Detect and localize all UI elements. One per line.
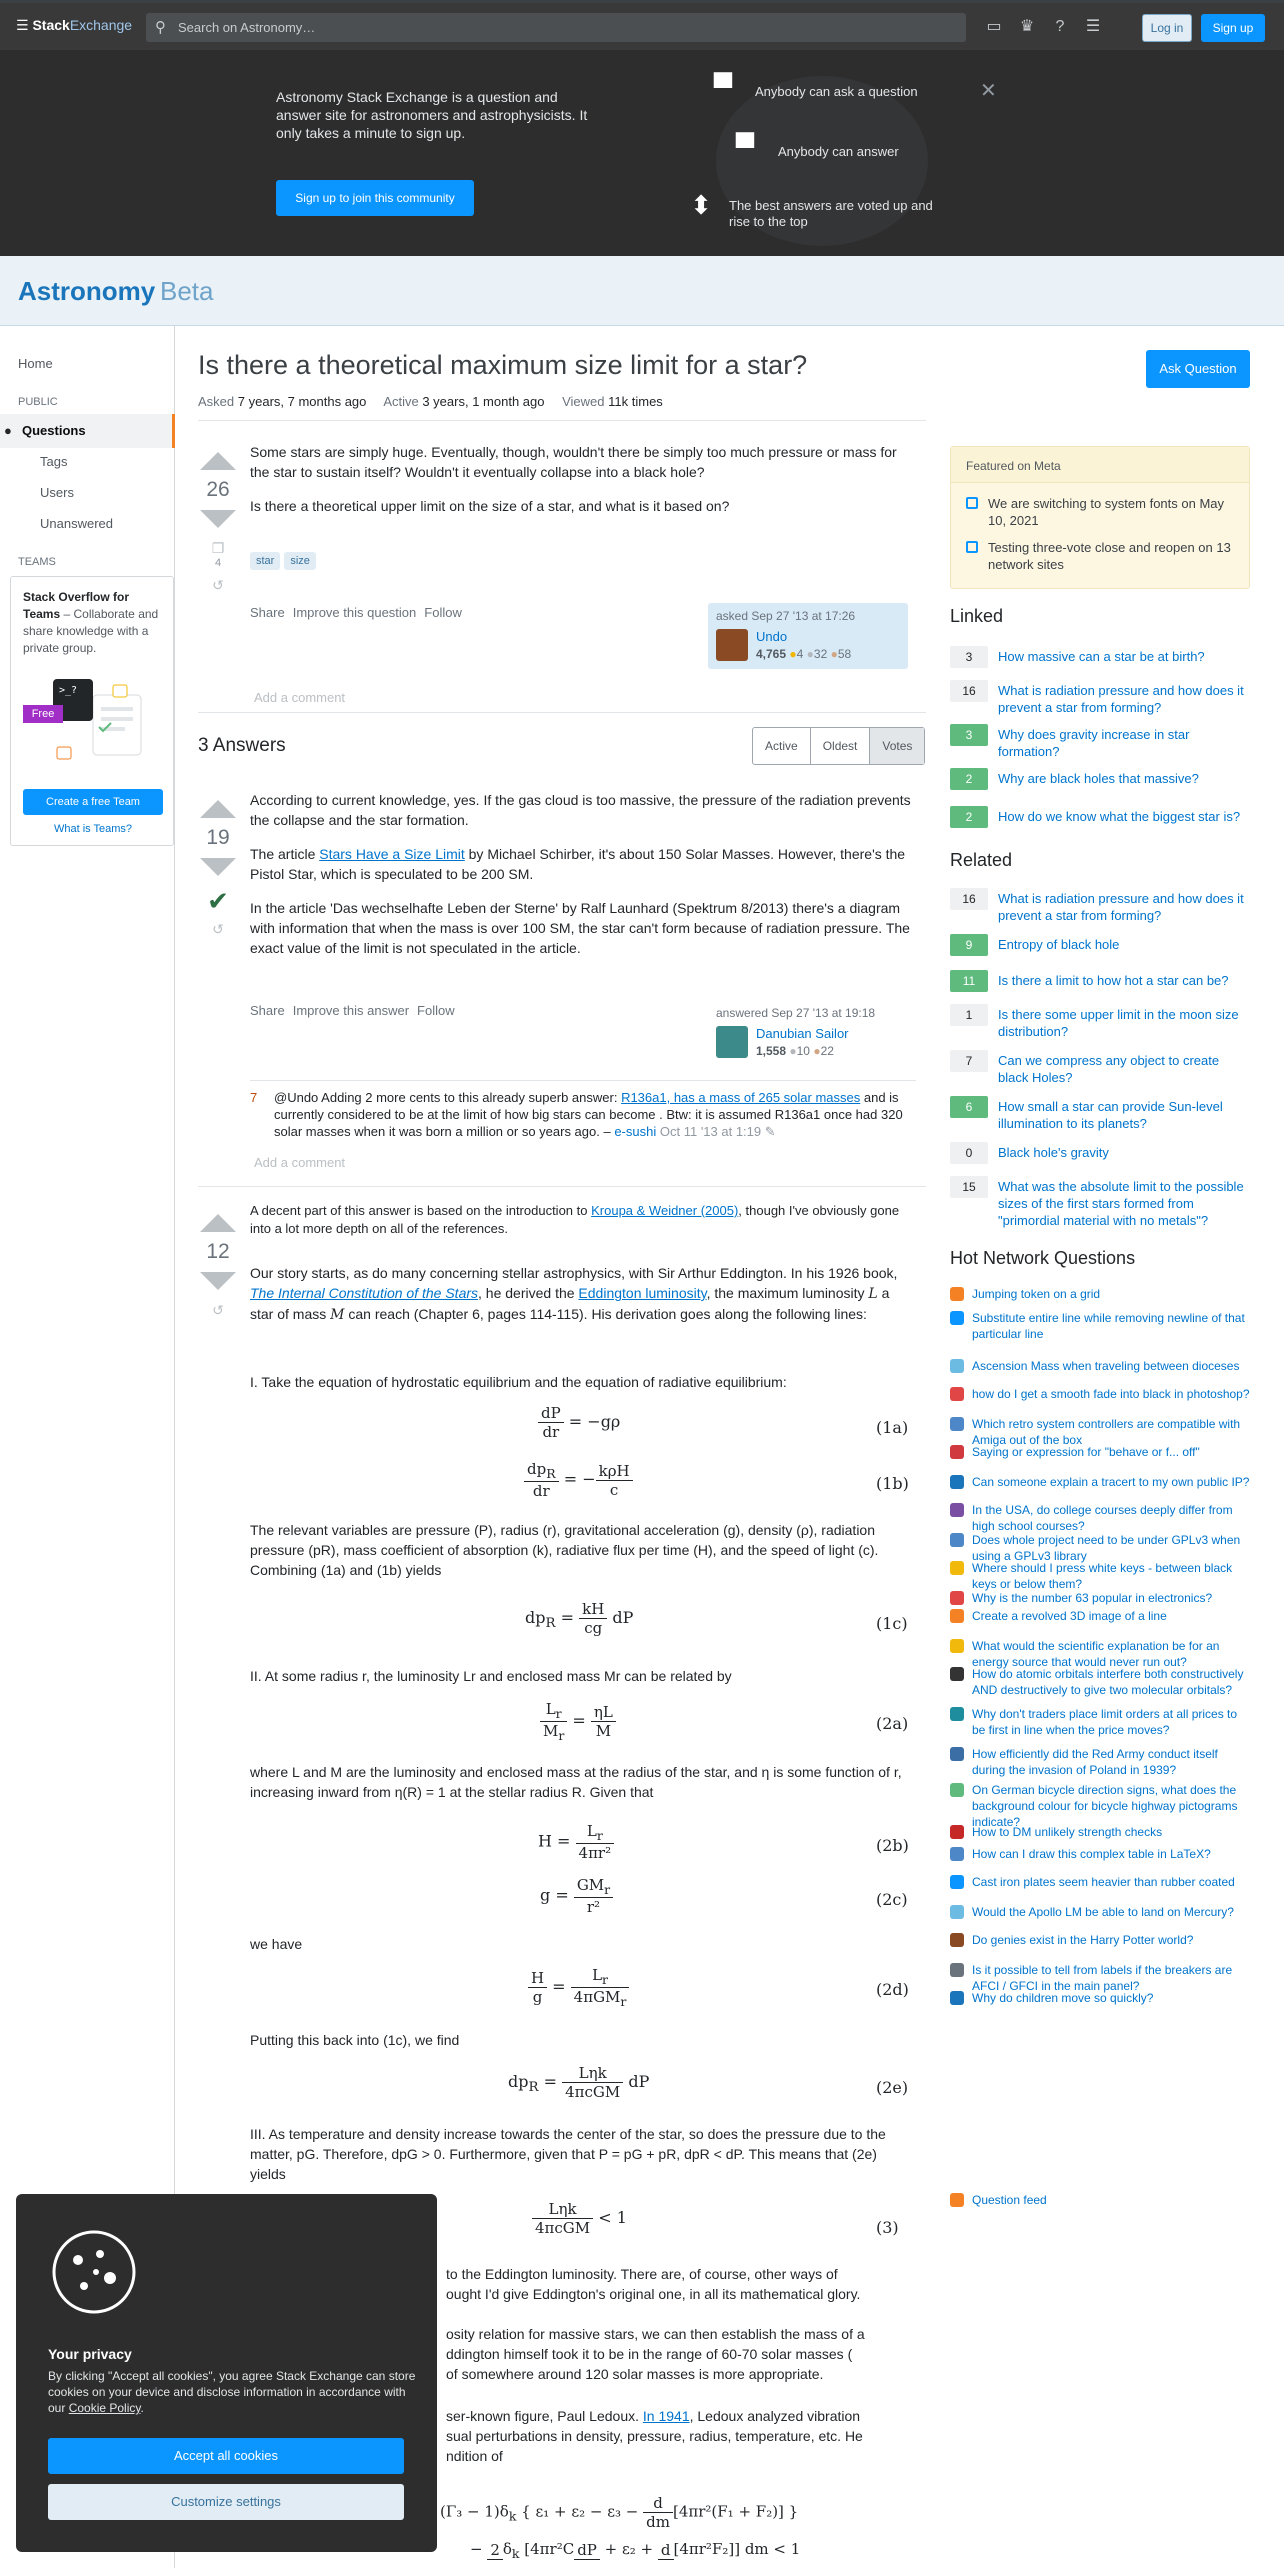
answer1-body: According to current knowledge, yes. If the gas cloud is too massive, the pressure of the radiation prevents the collapse and the star formation. The article Stars Have a Size Limit by Michael Schirber, it's about 150 Solar Masses. However, there's the Pistol Star, which is speculated to be 200 SM. In the article 'Das wechselhafte Leben der Sterne' by Ralf Launhard (Spektrum 8/2013) there's a diagram with information that when the mass is over 100 SM, the star can't form because of radiation pressure. The exact value of the limit is not speculated in the article. bbox=[250, 792, 911, 956]
stars-size-limit-link[interactable]: Stars Have a Size Limit bbox=[319, 846, 465, 862]
meta-title: Featured on Meta bbox=[951, 447, 1249, 483]
eq-label-2d: (2d) bbox=[876, 1980, 909, 1999]
cookie-policy-link[interactable]: Cookie Policy bbox=[68, 2401, 141, 2415]
related-link[interactable]: Can we compress any object to create black Holes? bbox=[998, 1053, 1220, 1085]
site-icon bbox=[950, 1639, 964, 1653]
upvote-button[interactable] bbox=[200, 1214, 236, 1232]
bookmark-icon[interactable]: ❐ bbox=[211, 540, 225, 556]
hnq-link[interactable]: Would the Apollo LM be able to land on Mercury? bbox=[972, 1905, 1234, 1919]
nav-section-public: PUBLIC bbox=[18, 396, 58, 408]
eq-label-2c: (2c) bbox=[876, 1890, 908, 1909]
answer-sort bbox=[752, 727, 925, 765]
bookmark-count: 4 bbox=[214, 557, 222, 569]
hnq-link[interactable]: Do genies exist in the Harry Potter world? bbox=[972, 1933, 1194, 1947]
feature-vote: The best answers are voted up and rise to the top bbox=[729, 198, 933, 229]
eq-label-2e: (2e) bbox=[876, 2078, 909, 2097]
site-icon bbox=[950, 1417, 964, 1431]
hnq-link[interactable]: Why don't traders place limit orders at all prices to be first in line when the price moves? bbox=[972, 1707, 1238, 1737]
follow-link[interactable]: Follow bbox=[424, 605, 462, 620]
score-badge: 16 bbox=[950, 680, 988, 702]
upvote-button[interactable] bbox=[200, 800, 236, 818]
featured-on-meta bbox=[950, 446, 1250, 589]
downvote-button[interactable] bbox=[200, 510, 236, 528]
what-is-teams-link[interactable]: What is Teams? bbox=[53, 823, 133, 835]
asker-card: asked Sep 27 '13 at 17:26 Undo 4,765 ●4 ●32 ●58 bbox=[708, 603, 908, 669]
history-icon[interactable]: ↺ bbox=[212, 577, 224, 593]
search-icon: ⚲ bbox=[155, 19, 166, 36]
site-name[interactable]: Astronomy bbox=[18, 276, 156, 306]
site-icon bbox=[950, 1311, 964, 1325]
meta-post-icon bbox=[966, 497, 978, 509]
question-actions bbox=[250, 605, 470, 620]
rss-icon bbox=[950, 2193, 964, 2207]
site-icon bbox=[950, 1783, 964, 1797]
hnq-link[interactable]: Substitute entire line while removing newline of that particular line bbox=[972, 1311, 1245, 1341]
related-link[interactable]: Entropy of black hole bbox=[998, 937, 1120, 952]
answerer-rep: 1,558 ●10 ●22 bbox=[756, 1044, 834, 1058]
meta-item[interactable]: We are switching to system fonts on May 10, 2021 bbox=[966, 495, 1241, 529]
equation-2a: $\frac{L_r}{M_r}$ = $\frac{\eta L}{M}$ bbox=[540, 1700, 616, 1743]
avatar[interactable] bbox=[716, 629, 748, 661]
question-title[interactable]: Is there a theoretical maximum size limit for a star? bbox=[198, 350, 808, 380]
score-badge: 3 bbox=[950, 724, 988, 746]
eq-label-2a: (2a) bbox=[876, 1714, 909, 1733]
answer2-note: A decent part of this answer is based on the introduction to Kroupa & Weidner (2005), though I've obviously gone into a lot more depth on all of the references. bbox=[250, 1203, 900, 1236]
related-link[interactable]: Is there a limit to how hot a star can be? bbox=[998, 973, 1229, 988]
search-input[interactable]: ⚲ Search on Astronomy… bbox=[146, 13, 966, 42]
signup-button[interactable]: Sign up bbox=[1201, 14, 1265, 42]
teams-text: Stack Overflow for Teams – Collaborate and share knowledge with a private group. bbox=[23, 590, 159, 655]
site-icon bbox=[950, 1933, 964, 1947]
hnq-link[interactable]: Saying or expression for "behave or f... off" bbox=[972, 1445, 1200, 1459]
related-link[interactable]: What is radiation pressure and how does it prevent a star from forming? bbox=[998, 891, 1244, 923]
site-icon bbox=[950, 1561, 964, 1575]
share-link[interactable]: Share bbox=[250, 1003, 285, 1018]
vote-count: 19 bbox=[206, 826, 230, 849]
answers-count: 3 Answers bbox=[198, 735, 286, 756]
hnq-link[interactable]: Why do children move so quickly? bbox=[972, 1991, 1154, 2005]
vote-arrows-icon: ⬍ bbox=[690, 190, 712, 220]
step-two: II. At some radius r, the luminosity Lr and enclosed mass Mr can be related by bbox=[250, 1668, 732, 1684]
site-icon bbox=[950, 1825, 964, 1839]
improve-link[interactable]: Improve this question bbox=[292, 605, 417, 620]
upvote-button[interactable] bbox=[200, 452, 236, 470]
step-three: III. As temperature and density increase towards the center of the star, so does the pressure due to the matter, pG. Therefore, dpG > 0. Furthermore, given that P = pG + pR, dpR < dP. This means that (2e) yields bbox=[250, 2126, 886, 2182]
question-tags bbox=[250, 552, 320, 570]
eq-label-3: (3) bbox=[876, 2218, 899, 2237]
site-icon bbox=[950, 1387, 964, 1401]
eq-label-1b: (1b) bbox=[876, 1474, 909, 1493]
question-vote bbox=[198, 452, 238, 594]
comment-score: 7 bbox=[250, 1090, 258, 1105]
answerer-name[interactable]: Danubian Sailor bbox=[756, 1026, 849, 1041]
hnq-link[interactable]: Is it possible to tell from labels if the breakers are AFCI / GFCI in the main panel? bbox=[972, 1963, 1233, 1993]
step-one: I. Take the equation of hydrostatic equilibrium and the equation of radiative equilibrium: bbox=[250, 1374, 787, 1390]
sort-oldest[interactable]: Oldest bbox=[811, 728, 871, 764]
site-icon bbox=[950, 1359, 964, 1373]
nav-tags[interactable]: Tags bbox=[40, 454, 68, 469]
equation-2b: H = $\frac{L_r}{\text{4πr²}}$ bbox=[538, 1822, 614, 1862]
related-link[interactable]: Is there some upper limit in the moon size distribution? bbox=[998, 1007, 1239, 1039]
hnq-link[interactable]: Create a revolved 3D image of a line bbox=[972, 1609, 1167, 1623]
score-badge: 2 bbox=[950, 768, 988, 790]
site-header bbox=[0, 256, 1284, 326]
linked-link[interactable]: Why are black holes that massive? bbox=[998, 771, 1199, 786]
answer1-actions bbox=[250, 1003, 463, 1018]
comment: 7 @Undo Adding 2 more cents to this already superb answer: R136a1, has a mass of 265 solar masses and is currently considered to be at the limit of how big stars can become . Btw: it is assumed R136a1 once had 320 solar masses when it was born a million or so years ago. – e-sushi Oct 11 '13 at 1:19 ✎ bbox=[250, 1080, 916, 1140]
hnq-link[interactable]: Can someone explain a tracert to my own public IP? bbox=[972, 1475, 1250, 1489]
feature-ask: Anybody can ask a question bbox=[755, 84, 918, 99]
internal-constitution-link[interactable]: The Internal Constitution of the Stars bbox=[250, 1285, 479, 1301]
inbox-icon[interactable]: ▭ bbox=[986, 18, 1002, 35]
meta-post-icon bbox=[966, 541, 978, 553]
hnq-link[interactable]: Which retro system controllers are compatible with Amiga out of the box bbox=[972, 1417, 1241, 1447]
sort-active[interactable]: Active bbox=[753, 728, 811, 764]
hnq-link[interactable]: How can I draw this complex table in LaTeX? bbox=[972, 1847, 1211, 1861]
avatar[interactable] bbox=[716, 1026, 748, 1058]
speech-bubble-icon: ▀ bbox=[713, 72, 733, 102]
answer2-variables: The relevant variables are pressure (P), radius (r), gravitational acceleration (g), density (ρ), radiation pressure (pR), mass coefficient of absorption (k), radiative flux per time (H), and the speed of light (c). Combining (1a) and (1b) yields bbox=[250, 1522, 879, 1578]
top-bar bbox=[0, 0, 1284, 50]
edit-icon[interactable]: ✎ bbox=[764, 1124, 776, 1139]
answer1-vote bbox=[198, 800, 238, 938]
history-icon[interactable]: ↺ bbox=[212, 921, 224, 937]
downvote-button[interactable] bbox=[200, 858, 236, 876]
hnq-link[interactable]: Where should I press white keys - between black keys or below them? bbox=[972, 1561, 1233, 1591]
hnq-title: Hot Network Questions bbox=[950, 1248, 1136, 1268]
site-icon bbox=[950, 1991, 964, 2005]
ledoux-1941-link[interactable]: In 1941 bbox=[642, 2408, 690, 2424]
cookie-consent bbox=[16, 2194, 437, 2552]
feature-answer: Anybody can answer bbox=[778, 144, 899, 159]
downvote-button[interactable] bbox=[200, 1272, 236, 1290]
linked-title: Linked bbox=[950, 606, 1004, 626]
eq-label-1c: (1c) bbox=[876, 1614, 908, 1633]
linked-link[interactable]: What is radiation pressure and how does it prevent a star from forming? bbox=[998, 683, 1244, 715]
site-icon bbox=[950, 1287, 964, 1301]
nav-unanswered[interactable]: Unanswered bbox=[40, 516, 113, 531]
hnq-link[interactable]: How efficiently did the Red Army conduct itself during the invasion of Poland in 1939? bbox=[972, 1747, 1218, 1777]
site-icon bbox=[950, 1847, 964, 1861]
linked-link[interactable]: Why does gravity increase in star formation? bbox=[998, 727, 1190, 759]
eddington-luminosity-link[interactable]: Eddington luminosity bbox=[578, 1285, 707, 1301]
score-badge: 1 bbox=[950, 1004, 988, 1026]
create-team-button[interactable]: Create a free Team bbox=[23, 789, 163, 815]
score-badge: 6 bbox=[950, 1096, 988, 1118]
stackexchange-logo[interactable]: ☰ StackExchange bbox=[16, 17, 133, 33]
related-title: Related bbox=[950, 850, 1013, 870]
tag-star[interactable]: star bbox=[250, 552, 280, 570]
hnq-link[interactable]: Jumping token on a grid bbox=[972, 1287, 1101, 1301]
divider bbox=[198, 712, 926, 713]
improve-link[interactable]: Improve this answer bbox=[292, 1003, 410, 1018]
asker-name[interactable]: Undo bbox=[756, 629, 788, 644]
score-badge: 9 bbox=[950, 934, 988, 956]
vote-count: 26 bbox=[206, 478, 230, 501]
hnq-link[interactable]: How to DM unlikely strength checks bbox=[972, 1825, 1163, 1839]
nav-users[interactable]: Users bbox=[40, 485, 74, 500]
globe-icon: ● bbox=[4, 423, 12, 438]
nav-questions[interactable]: ● Questions bbox=[0, 414, 175, 448]
answer-bubble-icon: ▀ bbox=[735, 132, 755, 162]
site-icon bbox=[950, 1591, 964, 1605]
asker-rep: 4,765 ●4 ●32 ●58 bbox=[756, 647, 852, 661]
free-badge: Free bbox=[23, 705, 63, 723]
share-link[interactable]: Share bbox=[250, 605, 285, 620]
divider bbox=[198, 1186, 926, 1187]
site-icon bbox=[950, 1667, 964, 1681]
kroupa-link[interactable]: Kroupa & Weidner (2005) bbox=[591, 1203, 739, 1218]
answer2-intro: Our story starts, as do many concerning stellar astrophysics, with Sir Arthur Eddington. In his 1926 book, The Internal Constitution of the Stars, he derived the Eddington luminosity, the maximum luminosity L a star of mass M can reach (Chapter 6, pages 114-115). His derivation goes along the following lines: bbox=[250, 1265, 898, 1323]
answer2-putting: Putting this back into (1c), we find bbox=[250, 2032, 460, 2048]
equation-1b: $\frac{dp_R}{dr}$ = − $\frac{\text{kρH}}{c}$ bbox=[524, 1460, 633, 1500]
linked-link[interactable]: How massive can a star be at birth? bbox=[998, 649, 1205, 664]
answer2-vote bbox=[198, 1214, 238, 1319]
nav-section-teams: TEAMS bbox=[18, 556, 56, 568]
linked-link[interactable]: How do we know what the biggest star is? bbox=[998, 809, 1241, 824]
equation-2d: $\frac{H}{g}$ = $\frac{L_r}{4\pi GM_r}$ bbox=[528, 1966, 629, 2009]
hnq-link[interactable]: how do I get a smooth fade into black in photoshop? bbox=[972, 1387, 1250, 1401]
equation-3: $\frac{\text{Lηk}}{\text{4πcGM}}$ < 1 bbox=[532, 2200, 627, 2237]
answer2-we-have: we have bbox=[250, 1936, 303, 1952]
hnq-link[interactable]: What would the scientific explanation be for an energy source that would never run out? bbox=[972, 1639, 1220, 1669]
score-badge: 16 bbox=[950, 888, 988, 910]
join-community-button[interactable]: Sign up to join this community bbox=[276, 180, 474, 216]
site-icon bbox=[950, 1747, 964, 1761]
score-badge: 3 bbox=[950, 646, 988, 668]
tag-size[interactable]: size bbox=[284, 552, 316, 570]
login-button[interactable]: Log in bbox=[1142, 14, 1192, 42]
accept-cookies-button[interactable]: Accept all cookies bbox=[48, 2438, 404, 2474]
site-icon bbox=[950, 1533, 964, 1547]
hnq-link[interactable]: Cast iron plates seem heavier than rubber coated bbox=[972, 1875, 1235, 1889]
equation-2c: g = $\frac{GM_r}{\text{r²}}$ bbox=[540, 1876, 613, 1916]
related-link[interactable]: Black hole's gravity bbox=[998, 1145, 1109, 1160]
trophy-icon[interactable]: ♛ bbox=[1019, 18, 1035, 35]
hnq-link[interactable]: How do atomic orbitals interfere both constructively AND destructively to give two molecular orbitals? bbox=[972, 1667, 1244, 1697]
hnq-link[interactable]: In the USA, do college courses deeply differ from high school courses? bbox=[972, 1503, 1233, 1533]
equation-2e: $dp_R$ = $\frac{\text{Lηk}}{\text{4πcGM}}$ dP bbox=[508, 2064, 650, 2101]
vote-count: 12 bbox=[206, 1240, 230, 1263]
r136a1-link[interactable]: R136a1, has a mass of 265 solar masses bbox=[621, 1090, 861, 1105]
site-icon bbox=[950, 1475, 964, 1489]
help-icon[interactable]: ? bbox=[1055, 18, 1065, 35]
score-badge: 0 bbox=[950, 1142, 988, 1164]
site-icon bbox=[950, 1445, 964, 1459]
score-badge: 2 bbox=[950, 806, 988, 828]
answer2-partial-1: to the Eddington luminosity. There are, of course, other ways of ought I'd give Eddington's original one, in all its mathematical glory. bbox=[446, 2266, 861, 2302]
site-switcher-icon[interactable]: ☰ bbox=[1085, 18, 1101, 35]
add-comment-link[interactable]: Add a comment bbox=[254, 690, 346, 705]
nav-home[interactable]: Home bbox=[18, 356, 53, 371]
history-icon[interactable]: ↺ bbox=[212, 1302, 224, 1318]
hnq-link[interactable]: Why is the number 63 popular in electronics? bbox=[972, 1591, 1213, 1605]
teams-promo bbox=[10, 576, 174, 846]
score-badge: 11 bbox=[950, 970, 988, 992]
meta-item[interactable]: Testing three-vote close and reopen on 13 network sites bbox=[966, 539, 1241, 573]
eq-label-2b: (2b) bbox=[876, 1836, 909, 1855]
site-icon bbox=[950, 1875, 964, 1889]
cookie-title: Your privacy bbox=[48, 2346, 132, 2362]
related-link[interactable]: How small a star can provide Sun-level illumination to its planets? bbox=[998, 1099, 1223, 1131]
score-badge: 7 bbox=[950, 1050, 988, 1072]
answer2-partial-2: osity relation for massive stars, we can then establish the mass of a ddington himself took it to be in the range of 60-70 solar masses ( of somewhere around 120 solar masses is more appropriate. bbox=[446, 2326, 865, 2382]
site-icon bbox=[950, 1503, 964, 1517]
hnq-link[interactable]: Does whole project need to be under GPLv3 when using a GPLv3 library bbox=[972, 1533, 1241, 1563]
add-comment-link[interactable]: Add a comment bbox=[254, 1155, 346, 1170]
close-icon[interactable]: ✕ bbox=[980, 80, 997, 102]
answerer-card: answered Sep 27 '13 at 19:18 Danubian Sailor 1,558 ●10 ●22 bbox=[716, 1006, 876, 1058]
site-icon bbox=[950, 1707, 964, 1721]
accepted-check-icon: ✔ bbox=[207, 886, 229, 916]
hero-text: Astronomy Stack Exchange is a question and answer site for astronomers and astrophysicists. It only takes a minute to sign up. bbox=[276, 89, 588, 141]
site-icon bbox=[950, 1905, 964, 1919]
eq-label-1a: (1a) bbox=[876, 1418, 909, 1437]
equation-1c: $dp_R$ = $\frac{kH}{cg}$ dP bbox=[525, 1600, 634, 1637]
svg-text:>_?: >_? bbox=[59, 685, 78, 696]
site-icon bbox=[950, 1963, 964, 1977]
divider bbox=[198, 420, 926, 421]
sort-votes[interactable]: Votes bbox=[870, 728, 924, 764]
ask-question-button[interactable]: Ask Question bbox=[1146, 350, 1250, 388]
comment-user[interactable]: e-sushi bbox=[614, 1124, 657, 1139]
beta-badge: Beta bbox=[160, 276, 214, 306]
equation-ledoux-1: $(\Gamma_3 - 1)\delta_k$ { ε₁ + ε₂ − ε₃ − $\frac{d}{dm}$ [4πr²(F₁ + F₂)] } bbox=[440, 2494, 799, 2531]
score-badge: 15 bbox=[950, 1176, 988, 1198]
hnq-link[interactable]: On German bicycle direction signs, what does the background colour for bicycle highway pictograms indicate? bbox=[972, 1783, 1238, 1829]
question-meta: Asked 7 years, 7 months ago Active 3 years, 1 month ago Viewed 11k times bbox=[198, 394, 663, 409]
equation-1a: $\frac{dP}{dr}$ = −gρ bbox=[538, 1404, 620, 1441]
equation-ledoux-2: − 2 $\delta_k$ [4πr²C dP + ε₂ + d [4πr²F₂]] dm < 1 bbox=[470, 2540, 801, 2561]
cookie-text: By clicking "Accept all cookies", you agree Stack Exchange can store cookies on your device and disclose information in accordance with our Cookie Policy. bbox=[48, 2369, 416, 2415]
answer2-partial-3: ser-known figure, Paul Ledoux. In 1941, Ledoux analyzed vibration sual perturbations in density, pressure, radius, temperature, etc. He ndition of bbox=[446, 2408, 863, 2464]
site-icon bbox=[950, 1609, 964, 1623]
follow-link[interactable]: Follow bbox=[417, 1003, 455, 1018]
signup-hero bbox=[0, 50, 1284, 256]
related-link[interactable]: What was the absolute limit to the possible sizes of the first stars formed from "primordial material with no metals"? bbox=[998, 1179, 1244, 1228]
hnq-link[interactable]: Ascension Mass when traveling between dioceses bbox=[972, 1359, 1240, 1373]
cookie-icon bbox=[48, 2226, 140, 2318]
question-body: Some stars are simply huge. Eventually, though, wouldn't there be simply too much pressure or mass for the star to sustain itself? Wouldn't it eventually collapse into a black hole? Is there a theoretical upper limit on the size of a star, and what is it based on? bbox=[250, 444, 897, 514]
customize-cookies-button[interactable]: Customize settings bbox=[48, 2484, 404, 2520]
answer2-where: where L and M are the luminosity and enclosed mass at the radius of the star, and η is some function of r, increasing inward from η(R) = 1 at the stellar radius R. Given that bbox=[250, 1764, 902, 1800]
menu-icon: ☰ bbox=[16, 17, 33, 33]
